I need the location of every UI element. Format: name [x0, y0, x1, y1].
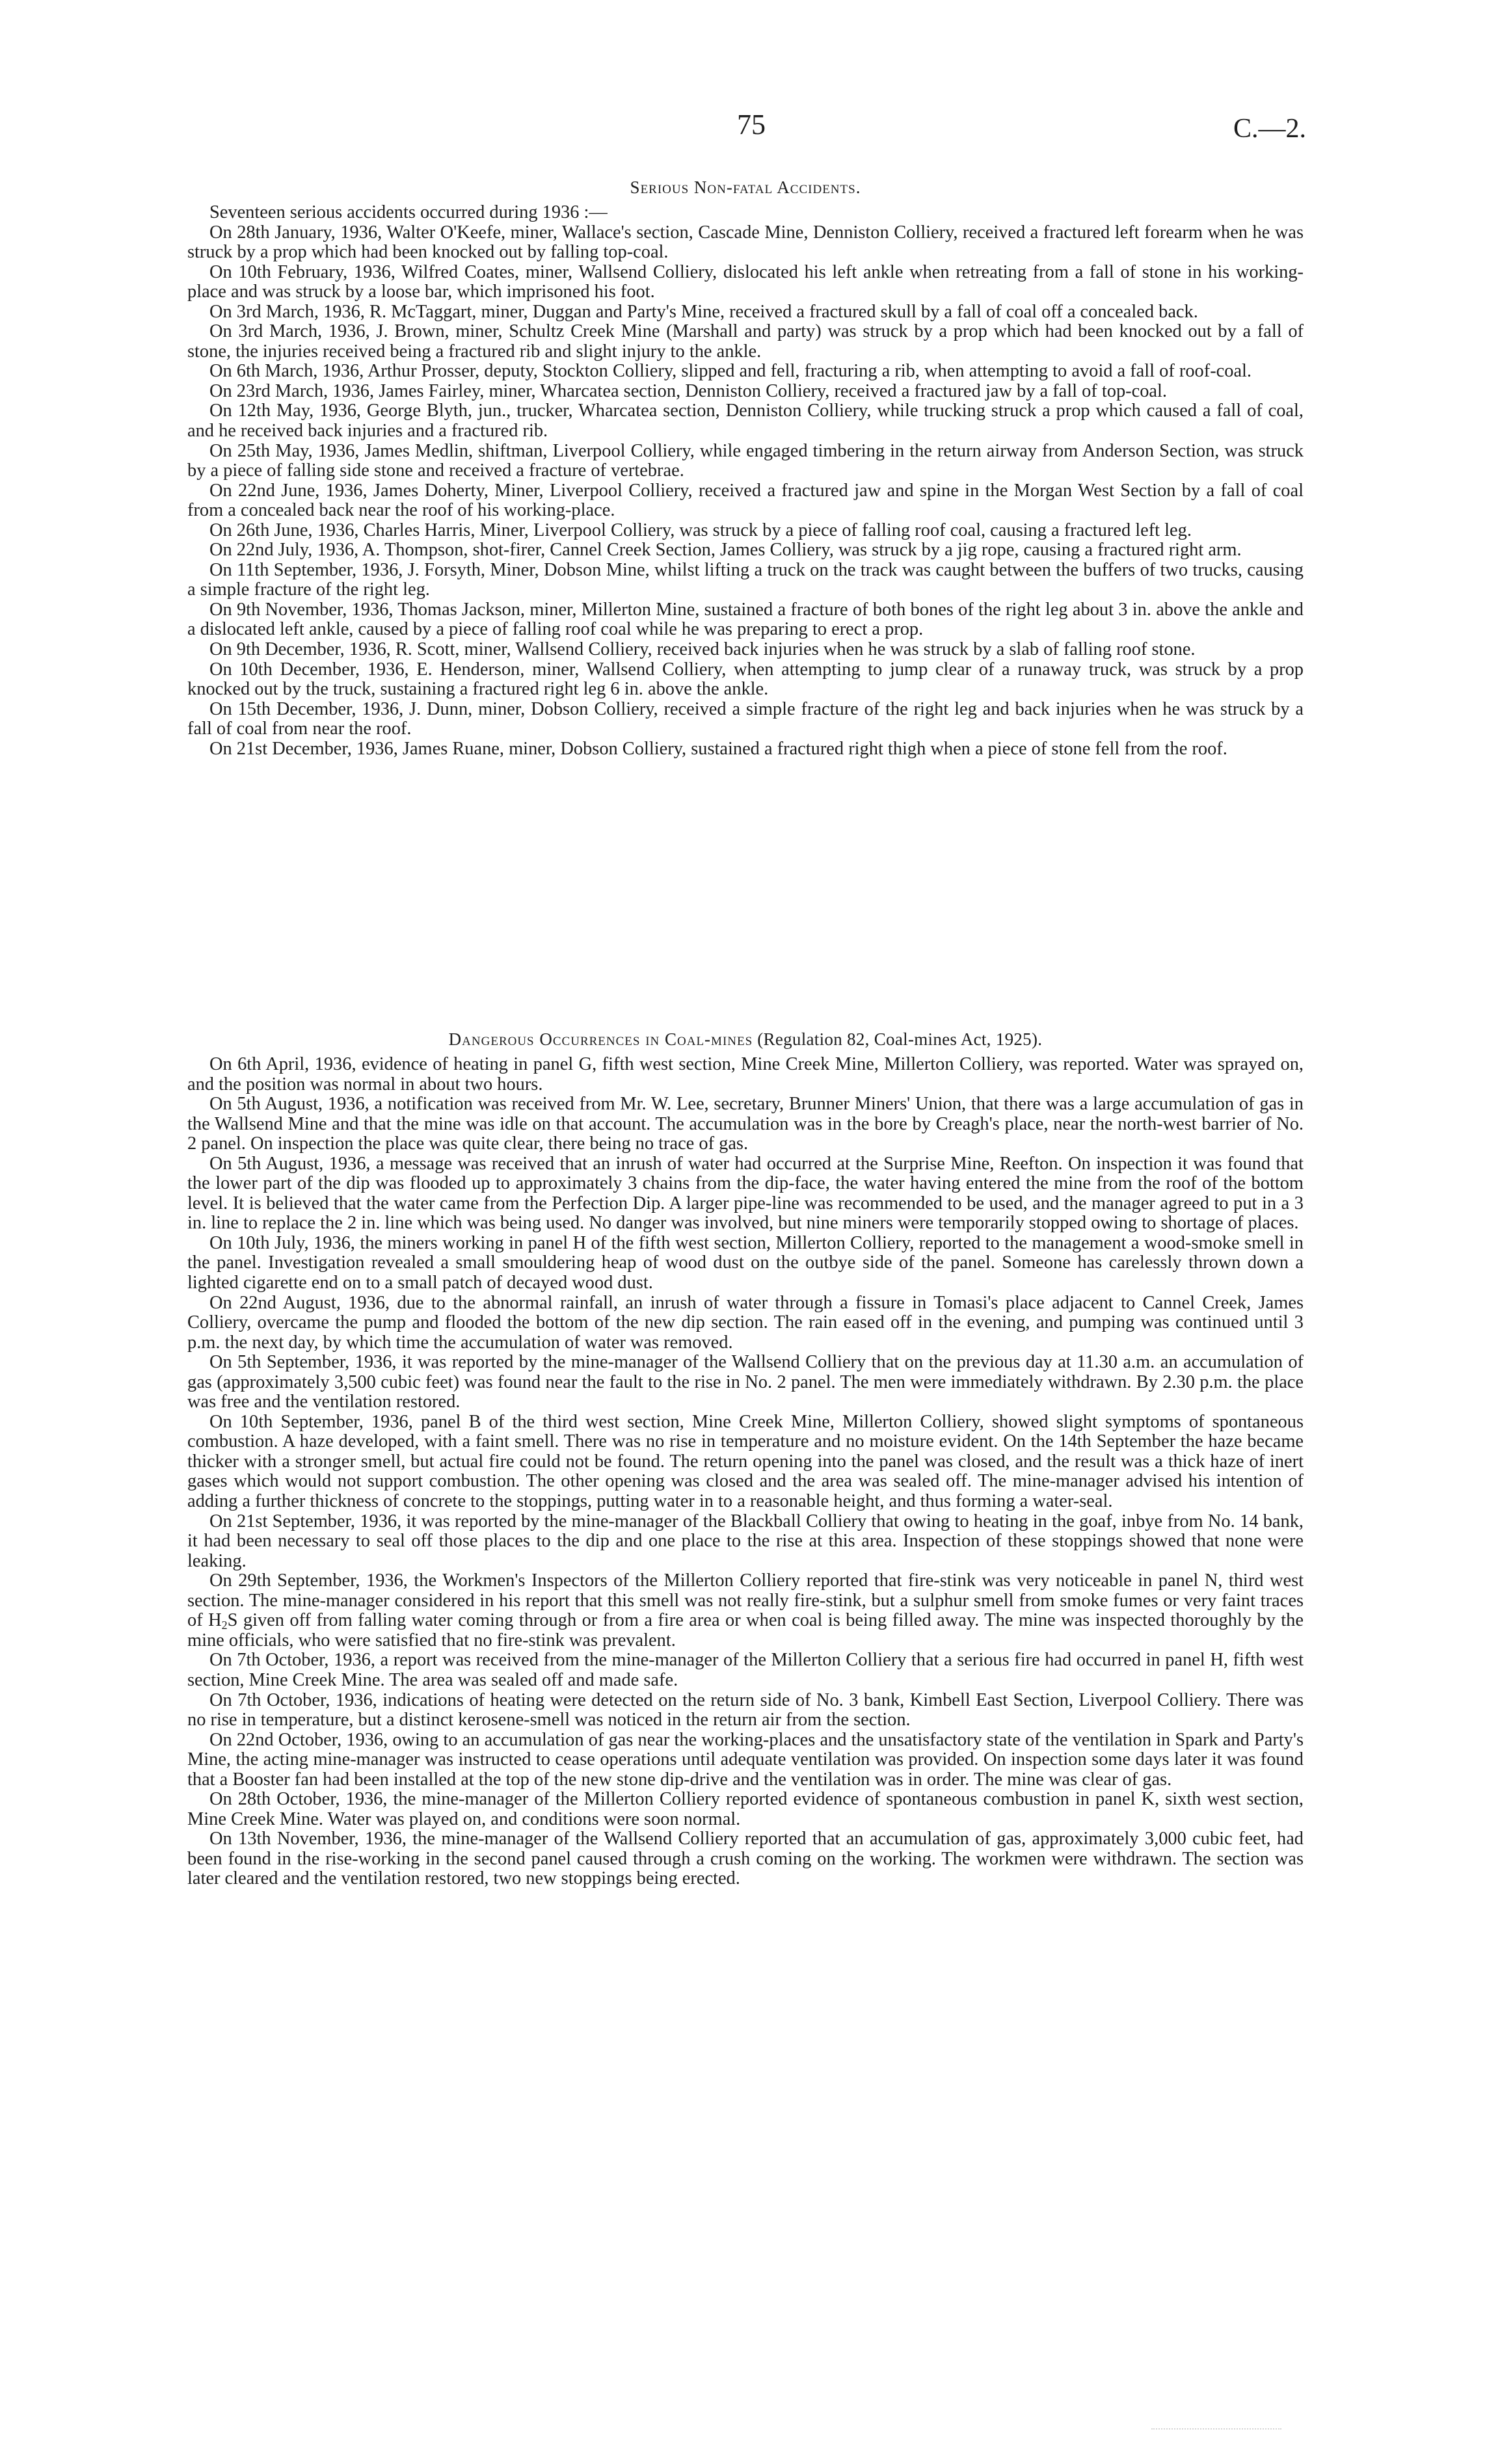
text-run: On 29th September, 1936, the Workmen's Inspectors of the Millerton Colliery reported that fire-stink was very noticeable in panel N, third west section. The mine-manager considered in his report that this smell was not really fire-stink, but a sulphur smell from smoke fumes or very faint traces of H — [187, 1570, 1304, 1631]
paragraph: Seventeen serious accidents occurred during 1936 :— — [209, 202, 608, 222]
paragraph — [187, 1571, 1304, 1650]
paragraph: On 10th February, 1936, Wilfred Coates, miner, Wallsend Colliery, dislocated his left ankle when retreating from a fall of stone in his working-place and was struck by a loose bar, which imprisoned his foot. — [187, 261, 1304, 302]
paragraph: On 10th September, 1936, panel B of the third west section, Mine Creek Mine, Millerton Colliery, showed slight symptoms of spontaneous combustion. A haze developed, with a faint smell. There was no rise in temperature and no moisture evident. On the 14th September the haze became thicker with a stronger smell, but actual fire could not be found. The return opening into the panel was closed, and the result was a thick haze of inert gases which would not support combustion. The other opening was closed and the area was sealed off. The mine-manager advised his intention of adding a further thickness of concrete to the stoppings, putting water in to a reasonable height, and thus forming a water-seal. — [187, 1411, 1304, 1512]
subscript: 2 — [221, 1619, 228, 1632]
scan-mark — [1151, 2428, 1281, 2432]
heading-text: Dangerous Occurrences in Coal-mines — [448, 1029, 753, 1049]
paragraph: On 5th August, 1936, a notification was received from Mr. W. Lee, secretary, Brunner Miners' Union, that there was a large accumulation of gas in the Wallsend Mine and that the mine was idle on that account. The accumulation was in the bore by Creagh's place, near the north-west barrier of No. 2 panel. On inspection the place was quite clear, there being no trace of gas. — [187, 1094, 1304, 1154]
paragraph: On 3rd March, 1936, R. McTaggart, miner, Duggan and Party's Mine, received a fractured skull by a fall of coal off a concealed back. — [209, 301, 1198, 322]
paragraph: On 22nd October, 1936, owing to an accumulation of gas near the working-places and the unsatisfactory state of the ventilation in Spark and Party's Mine, the acting mine-manager was instructed to cease operations until adequate ventilation was provided. On inspection some days later it was found that a Booster fan had been installed at the top of the new stone dip-drive and the ventilation was in order. The mine was clear of gas. — [187, 1729, 1304, 1790]
dangerous-occurrences-section — [187, 1027, 1304, 1889]
paragraph: On 6th April, 1936, evidence of heating in panel G, fifth west section, Mine Creek Mine, Millerton Colliery, was reported. Water was sprayed on, and the position was normal in about two hours. — [187, 1054, 1304, 1094]
paragraph: On 9th November, 1936, Thomas Jackson, miner, Millerton Mine, sustained a fracture of both bones of the right leg about 3 in. above the ankle and a dislocated left ankle, caused by a piece of falling roof coal while he was preparing to erect a prop. — [187, 599, 1304, 640]
paragraph: On 22nd June, 1936, James Doherty, Miner, Liverpool Colliery, received a fractured jaw and spine in the Morgan West Section by a fall of coal from a concealed back near the roof of his working-place. — [187, 480, 1304, 521]
page-number: 75 — [737, 109, 766, 140]
paragraph: On 12th May, 1936, George Blyth, jun., trucker, Wharcatea section, Denniston Colliery, while trucking struck a prop which caused a fall of coal, and he received back injuries and a fractured rib. — [187, 401, 1304, 442]
paragraph: On 11th September, 1936, J. Forsyth, Miner, Dobson Mine, whilst lifting a truck on the track was caught between the buffers of two trucks, causing a simple fracture of the right leg. — [187, 559, 1304, 600]
paragraph: On 28th October, 1936, the mine-manager of the Millerton Colliery reported evidence of spontaneous combustion in panel K, sixth west section, Mine Creek Mine. Water was played on, and conditions were soon normal. — [187, 1789, 1304, 1829]
section-heading — [187, 1027, 1304, 1051]
section-heading — [187, 176, 1304, 199]
paragraph: On 26th June, 1936, Charles Harris, Miner, Liverpool Colliery, was struck by a piece of falling roof coal, causing a fractured left leg. — [209, 520, 1192, 540]
paragraph: On 23rd March, 1936, James Fairley, miner, Wharcatea section, Denniston Colliery, received a fractured jaw by a fall of top-coal. — [209, 380, 1168, 401]
heading-regulation: (Regulation 82, Coal-mines Act, 1925). — [753, 1029, 1043, 1049]
document-reference: C.—2. — [1233, 114, 1306, 144]
serious-accidents-section — [187, 176, 1304, 759]
paragraph: On 6th March, 1936, Arthur Prosser, deputy, Stockton Colliery, slipped and fell, fracturing a rib, when attempting to avoid a fall of roof-coal. — [209, 361, 1252, 382]
paragraph: On 21st December, 1936, James Ruane, miner, Dobson Colliery, sustained a fractured right thigh when a piece of stone fell from the roof. — [209, 738, 1227, 759]
paragraph: On 25th May, 1936, James Medlin, shiftman, Liverpool Colliery, while engaged timbering in the return airway from Anderson Section, was struck by a piece of falling side stone and received a fracture of vertebrae. — [187, 440, 1304, 481]
paragraph: On 10th July, 1936, the miners working in panel H of the fifth west section, Millerton Colliery, reported to the management a wood-smoke smell in the panel. Investigation revealed a small smouldering heap of wood dust on the outbye side of the panel. Someone has carelessly thrown down a lighted cigarette end on to a small patch of decayed wood dust. — [187, 1232, 1304, 1293]
paragraph: On 10th December, 1936, E. Henderson, miner, Wallsend Colliery, when attempting to jump clear of a runaway truck, was struck by a prop knocked out by the truck, sustaining a fractured right leg 6 in. above the ankle. — [187, 659, 1304, 700]
paragraph: On 5th August, 1936, a message was received that an inrush of water had occurred at the Surprise Mine, Reefton. On inspection it was found that the lower part of the dip was flooded up to approximately 3 chains from the dip-face, the water having entered the mine from the roof of the bottom level. It is believed that the water came from the Perfection Dip. A larger pipe-line was recommended to be used, and the manager agreed to put in a 3 in. line to replace the 2 in. line which was being used. No danger was involved, but nine miners were temporarily stopped owing to shortage of places. — [187, 1153, 1304, 1234]
paragraph: On 5th September, 1936, it was reported by the mine-manager of the Wallsend Colliery that on the previous day at 11.30 a.m. an accumulation of gas (approximately 3,500 cubic feet) was found near the fault to the rise in No. 2 panel. The men were immediately withdrawn. By 2.30 p.m. the place was free and the ventilation restored. — [187, 1352, 1304, 1412]
paragraph: On 22nd August, 1936, due to the abnormal rainfall, an inrush of water through a fissure in Tomasi's place adjacent to Cannel Creek, James Colliery, overcame the pump and flooded the bottom of the new dip section. The rain eased off in the evening, and pumping was continued until 3 p.m. the next day, by which time the accumulation of water was removed. — [187, 1292, 1304, 1353]
paragraph: On 21st September, 1936, it was reported by the mine-manager of the Blackball Colliery that owing to heating in the goaf, inbye from No. 14 bank, it had been necessary to seal off those places to the dip and one place to the rise at this area. Inspection of these stoppings showed that none were leaking. — [187, 1511, 1304, 1571]
paragraph: On 28th January, 1936, Walter O'Keefe, miner, Wallace's section, Cascade Mine, Denniston Colliery, received a fractured left forearm when he was struck by a prop which had been knocked out by falling top-coal. — [187, 222, 1304, 263]
paragraph: On 9th December, 1936, R. Scott, miner, Wallsend Colliery, received back injuries when he was struck by a slab of falling roof stone. — [209, 639, 1196, 660]
paragraph: On 3rd March, 1936, J. Brown, miner, Schultz Creek Mine (Marshall and party) was struck by a prop which had been knocked out by a fall of stone, the injuries received being a fractured rib and slight injury to the ankle. — [187, 321, 1304, 362]
paragraph: On 13th November, 1936, the mine-manager of the Wallsend Colliery reported that an accumulation of gas, approximately 3,000 cubic feet, had been found in the rise-working in the second panel caused through a crush coming on the working. The workmen were withdrawn. The section was later cleared and the ventilation restored, two new stoppings being erected. — [187, 1829, 1304, 1889]
paragraph: On 7th October, 1936, indications of heating were detected on the return side of No. 3 bank, Kimbell East Section, Liverpool Colliery. There was no rise in temperature, but a distinct kerosene-smell was noticed in the return air from the section. — [187, 1689, 1304, 1730]
text-run: S given off from falling water coming through or from a fire area or when coal is being filled away. The mine was inspected thoroughly by the mine officials, who were satisfied that no fire-stink was prevalent. — [187, 1610, 1304, 1650]
paragraph: On 22nd July, 1936, A. Thompson, shot-firer, Cannel Creek Section, James Colliery, was struck by a jig rope, causing a fractured right arm. — [209, 540, 1242, 561]
paragraph: On 7th October, 1936, a report was received from the mine-manager of the Millerton Colliery that a serious fire had occurred in panel H, fifth west section, Mine Creek Mine. The area was sealed off and made safe. — [187, 1650, 1304, 1690]
heading-text: Serious Non-fatal Accidents. — [630, 178, 861, 197]
paragraph: On 15th December, 1936, J. Dunn, miner, Dobson Colliery, received a simple fracture of the right leg and back injuries when he was struck by a fall of coal from near the roof. — [187, 698, 1304, 739]
